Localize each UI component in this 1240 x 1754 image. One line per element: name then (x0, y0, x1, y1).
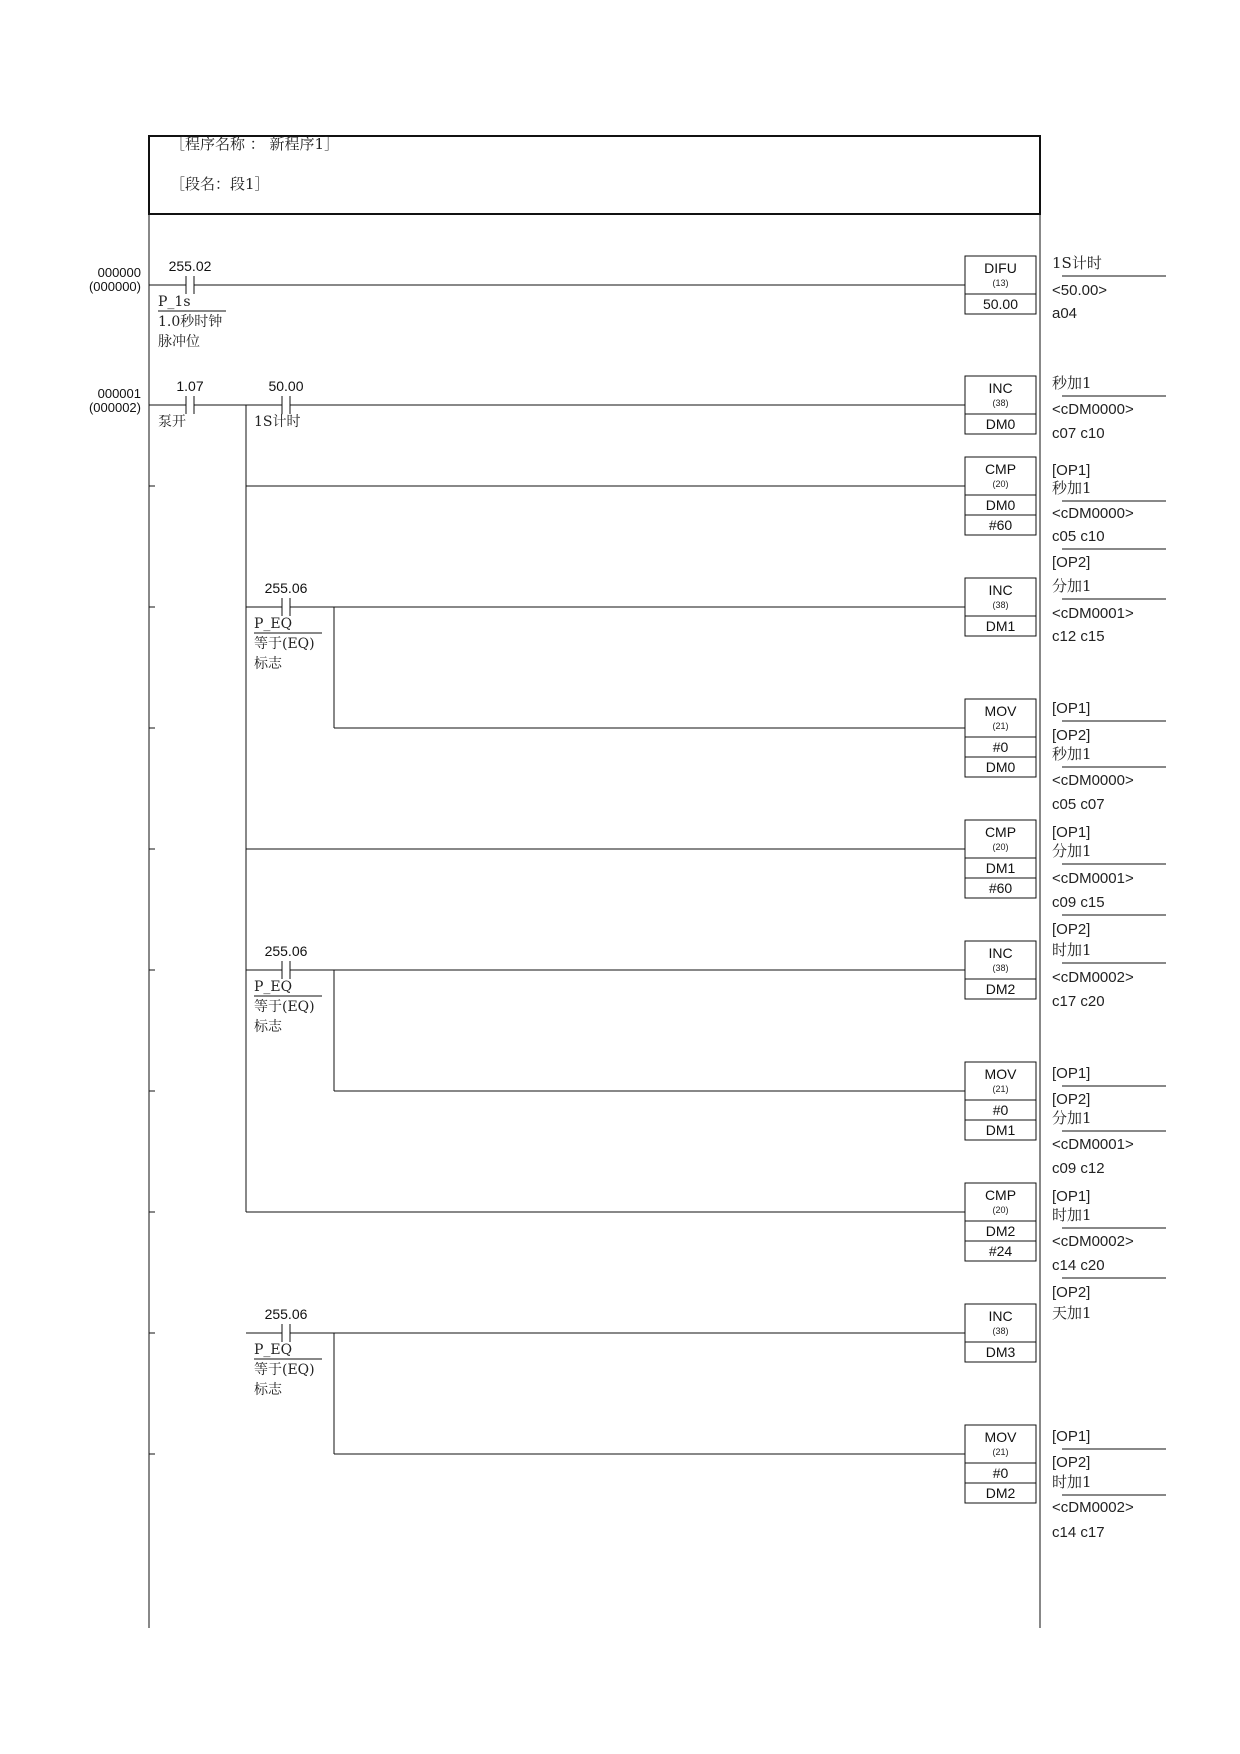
instruction-code: (21) (992, 721, 1009, 731)
instruction-operand: DM3 (985, 1344, 1016, 1360)
side-comment-line: <cDM0001> (1052, 1136, 1134, 1153)
side-comment-line: 秒加1 (1052, 374, 1092, 392)
instruction-mnemonic: CMP (984, 824, 1017, 840)
side-comment-line: 时加1 (1052, 1473, 1092, 1491)
program-name: ［程序名称 ： 新程序1］ (170, 135, 340, 153)
contact-symbol: P_EQ (254, 1342, 293, 1358)
instruction-code: (21) (992, 1447, 1009, 1457)
wires (149, 285, 965, 1454)
instruction-operand: DM1 (985, 860, 1016, 876)
svg-text:(000000): (000000) (88, 279, 141, 294)
instruction-mnemonic: INC (988, 1308, 1013, 1324)
contact-0[interactable] (158, 258, 226, 350)
side-comment-line: [OP1] (1052, 824, 1091, 841)
row-ticks (149, 486, 155, 1454)
section-name: ［段名：段1］ (170, 175, 270, 193)
side-comment-line: <cDM0001> (1052, 870, 1134, 887)
side-comment-line: <50.00> (1052, 282, 1108, 299)
side-comment-line: 秒加1 (1052, 479, 1092, 497)
instruction-code: (38) (992, 398, 1009, 408)
instruction-inc[interactable] (965, 1304, 1036, 1362)
instruction-inc[interactable] (965, 941, 1036, 999)
instruction-operand: DM2 (985, 1485, 1016, 1501)
side-comment-line: 天加1 (1052, 1304, 1092, 1322)
instruction-code: (13) (992, 278, 1009, 288)
instruction-operand: DM0 (985, 416, 1016, 432)
instruction-mov[interactable] (965, 1425, 1036, 1503)
contact-address: 50.00 (268, 378, 304, 394)
side-comment-line: [OP1] (1052, 1065, 1091, 1082)
rung-address-1 (89, 386, 141, 415)
side-comment-line: [OP2] (1052, 727, 1091, 744)
rung-address-0 (89, 265, 141, 294)
instruction-operand: DM2 (985, 981, 1016, 997)
side-comment-line: <cDM0002> (1052, 1233, 1134, 1250)
instruction-operand: #0 (992, 739, 1009, 755)
contact-symbol: P_1s (158, 294, 191, 310)
instruction-mov[interactable] (965, 699, 1036, 777)
instruction-difu[interactable] (965, 256, 1036, 314)
instruction-operand: DM2 (985, 1223, 1016, 1239)
instruction-operand: DM0 (985, 759, 1016, 775)
instruction-mnemonic: MOV (984, 703, 1017, 719)
contact-2[interactable] (254, 378, 304, 430)
contact-comment: 等于(EQ) (254, 636, 315, 652)
instruction-mnemonic: MOV (984, 1066, 1017, 1082)
side-comment-line: c05 c07 (1052, 796, 1105, 813)
instruction-code: (38) (992, 1326, 1009, 1336)
contact-comment: 等于(EQ) (254, 1362, 315, 1378)
contact-3[interactable] (254, 580, 322, 672)
instruction-mnemonic: INC (988, 380, 1013, 396)
instruction-operand: #24 (988, 1243, 1013, 1259)
instruction-code: (21) (992, 1084, 1009, 1094)
instruction-inc[interactable] (965, 578, 1036, 636)
contact-address: 255.06 (264, 580, 308, 596)
instruction-code: (20) (992, 1205, 1009, 1215)
contact-comment: 标志 (254, 656, 282, 672)
side-comment-line: [OP2] (1052, 1091, 1091, 1108)
instruction-operand: 50.00 (982, 296, 1019, 312)
contact-1[interactable] (158, 378, 204, 430)
instruction-operand: DM1 (985, 1122, 1016, 1138)
side-comment-line: <cDM0000> (1052, 401, 1134, 418)
side-comments-layer (1052, 254, 1166, 1541)
instruction-mnemonic: INC (988, 582, 1013, 598)
side-comment-line: <cDM0000> (1052, 772, 1134, 789)
svg-text:000001: 000001 (97, 386, 141, 401)
instruction-mnemonic: MOV (984, 1429, 1017, 1445)
contact-symbol: P_EQ (254, 979, 293, 995)
side-comment-line: 分加1 (1052, 1109, 1092, 1127)
side-comment-line: c14 c17 (1052, 1524, 1105, 1541)
contacts-layer (158, 258, 322, 1398)
side-comment-line: [OP1] (1052, 700, 1091, 717)
instructions-layer (965, 256, 1036, 1503)
instruction-operand: DM0 (985, 497, 1016, 513)
instruction-cmp[interactable] (965, 820, 1036, 898)
instruction-code: (38) (992, 963, 1009, 973)
instruction-code: (20) (992, 842, 1009, 852)
instruction-code: (20) (992, 479, 1009, 489)
contact-address: 255.02 (168, 258, 212, 274)
side-comment-line: [OP1] (1052, 1188, 1091, 1205)
side-comment-line: 分加1 (1052, 842, 1092, 860)
side-comment-line: 时加1 (1052, 1206, 1092, 1224)
side-comment-line: [OP2] (1052, 554, 1091, 571)
side-comment-line: c09 c15 (1052, 894, 1105, 911)
instruction-mnemonic: DIFU (984, 260, 1017, 276)
side-comment-line: c09 c12 (1052, 1160, 1105, 1177)
instruction-cmp[interactable] (965, 1183, 1036, 1261)
side-comment-line: c14 c20 (1052, 1257, 1105, 1274)
instruction-mov[interactable] (965, 1062, 1036, 1140)
side-comment-line: [OP1] (1052, 1428, 1091, 1445)
instruction-operand: #60 (988, 880, 1013, 896)
contact-5[interactable] (254, 1306, 322, 1398)
contact-comment: 脉冲位 (158, 334, 200, 350)
contact-4[interactable] (254, 943, 322, 1035)
instruction-operand: #0 (992, 1465, 1009, 1481)
contact-comment: 1.0秒时钟 (158, 314, 223, 330)
contact-comment: 1S计时 (254, 414, 301, 430)
contact-comment: 等于(EQ) (254, 999, 315, 1015)
side-comment-line: <cDM0002> (1052, 1499, 1134, 1516)
side-comment-line: 秒加1 (1052, 745, 1092, 763)
side-comment-line: 分加1 (1052, 577, 1092, 595)
side-comment-line: 时加1 (1052, 941, 1092, 959)
side-comment-line: c05 c10 (1052, 528, 1105, 545)
svg-text:000000: 000000 (97, 265, 141, 280)
side-comment-line: <cDM0001> (1052, 605, 1134, 622)
instruction-mnemonic: CMP (984, 1187, 1017, 1203)
side-comment-line: c17 c20 (1052, 993, 1105, 1010)
contact-symbol: P_EQ (254, 616, 293, 632)
contact-comment: 标志 (254, 1019, 282, 1035)
side-comment-line: c12 c15 (1052, 628, 1105, 645)
instruction-mnemonic: INC (988, 945, 1013, 961)
instruction-code: (38) (992, 600, 1009, 610)
side-comment-line: c07 c10 (1052, 425, 1105, 442)
contact-address: 1.07 (176, 378, 204, 394)
side-comment-line: <cDM0000> (1052, 505, 1134, 522)
contact-comment: 泵开 (158, 414, 186, 430)
instruction-operand: DM1 (985, 618, 1016, 634)
side-comment-line: [OP2] (1052, 1454, 1091, 1471)
contact-address: 255.06 (264, 943, 308, 959)
instruction-operand: #0 (992, 1102, 1009, 1118)
instruction-inc[interactable] (965, 376, 1036, 434)
side-comment-line: <cDM0002> (1052, 969, 1134, 986)
instruction-mnemonic: CMP (984, 461, 1017, 477)
side-comment-line: 1S计时 (1052, 254, 1102, 272)
side-comment-line: [OP1] (1052, 462, 1091, 479)
instruction-operand: #60 (988, 517, 1013, 533)
side-comment-line: a04 (1052, 305, 1078, 322)
side-comment-line: [OP2] (1052, 921, 1091, 938)
svg-text:(000002): (000002) (88, 400, 141, 415)
contact-address: 255.06 (264, 1306, 308, 1322)
side-comment-line: [OP2] (1052, 1284, 1091, 1301)
instruction-cmp[interactable] (965, 457, 1036, 535)
contact-comment: 标志 (254, 1382, 282, 1398)
